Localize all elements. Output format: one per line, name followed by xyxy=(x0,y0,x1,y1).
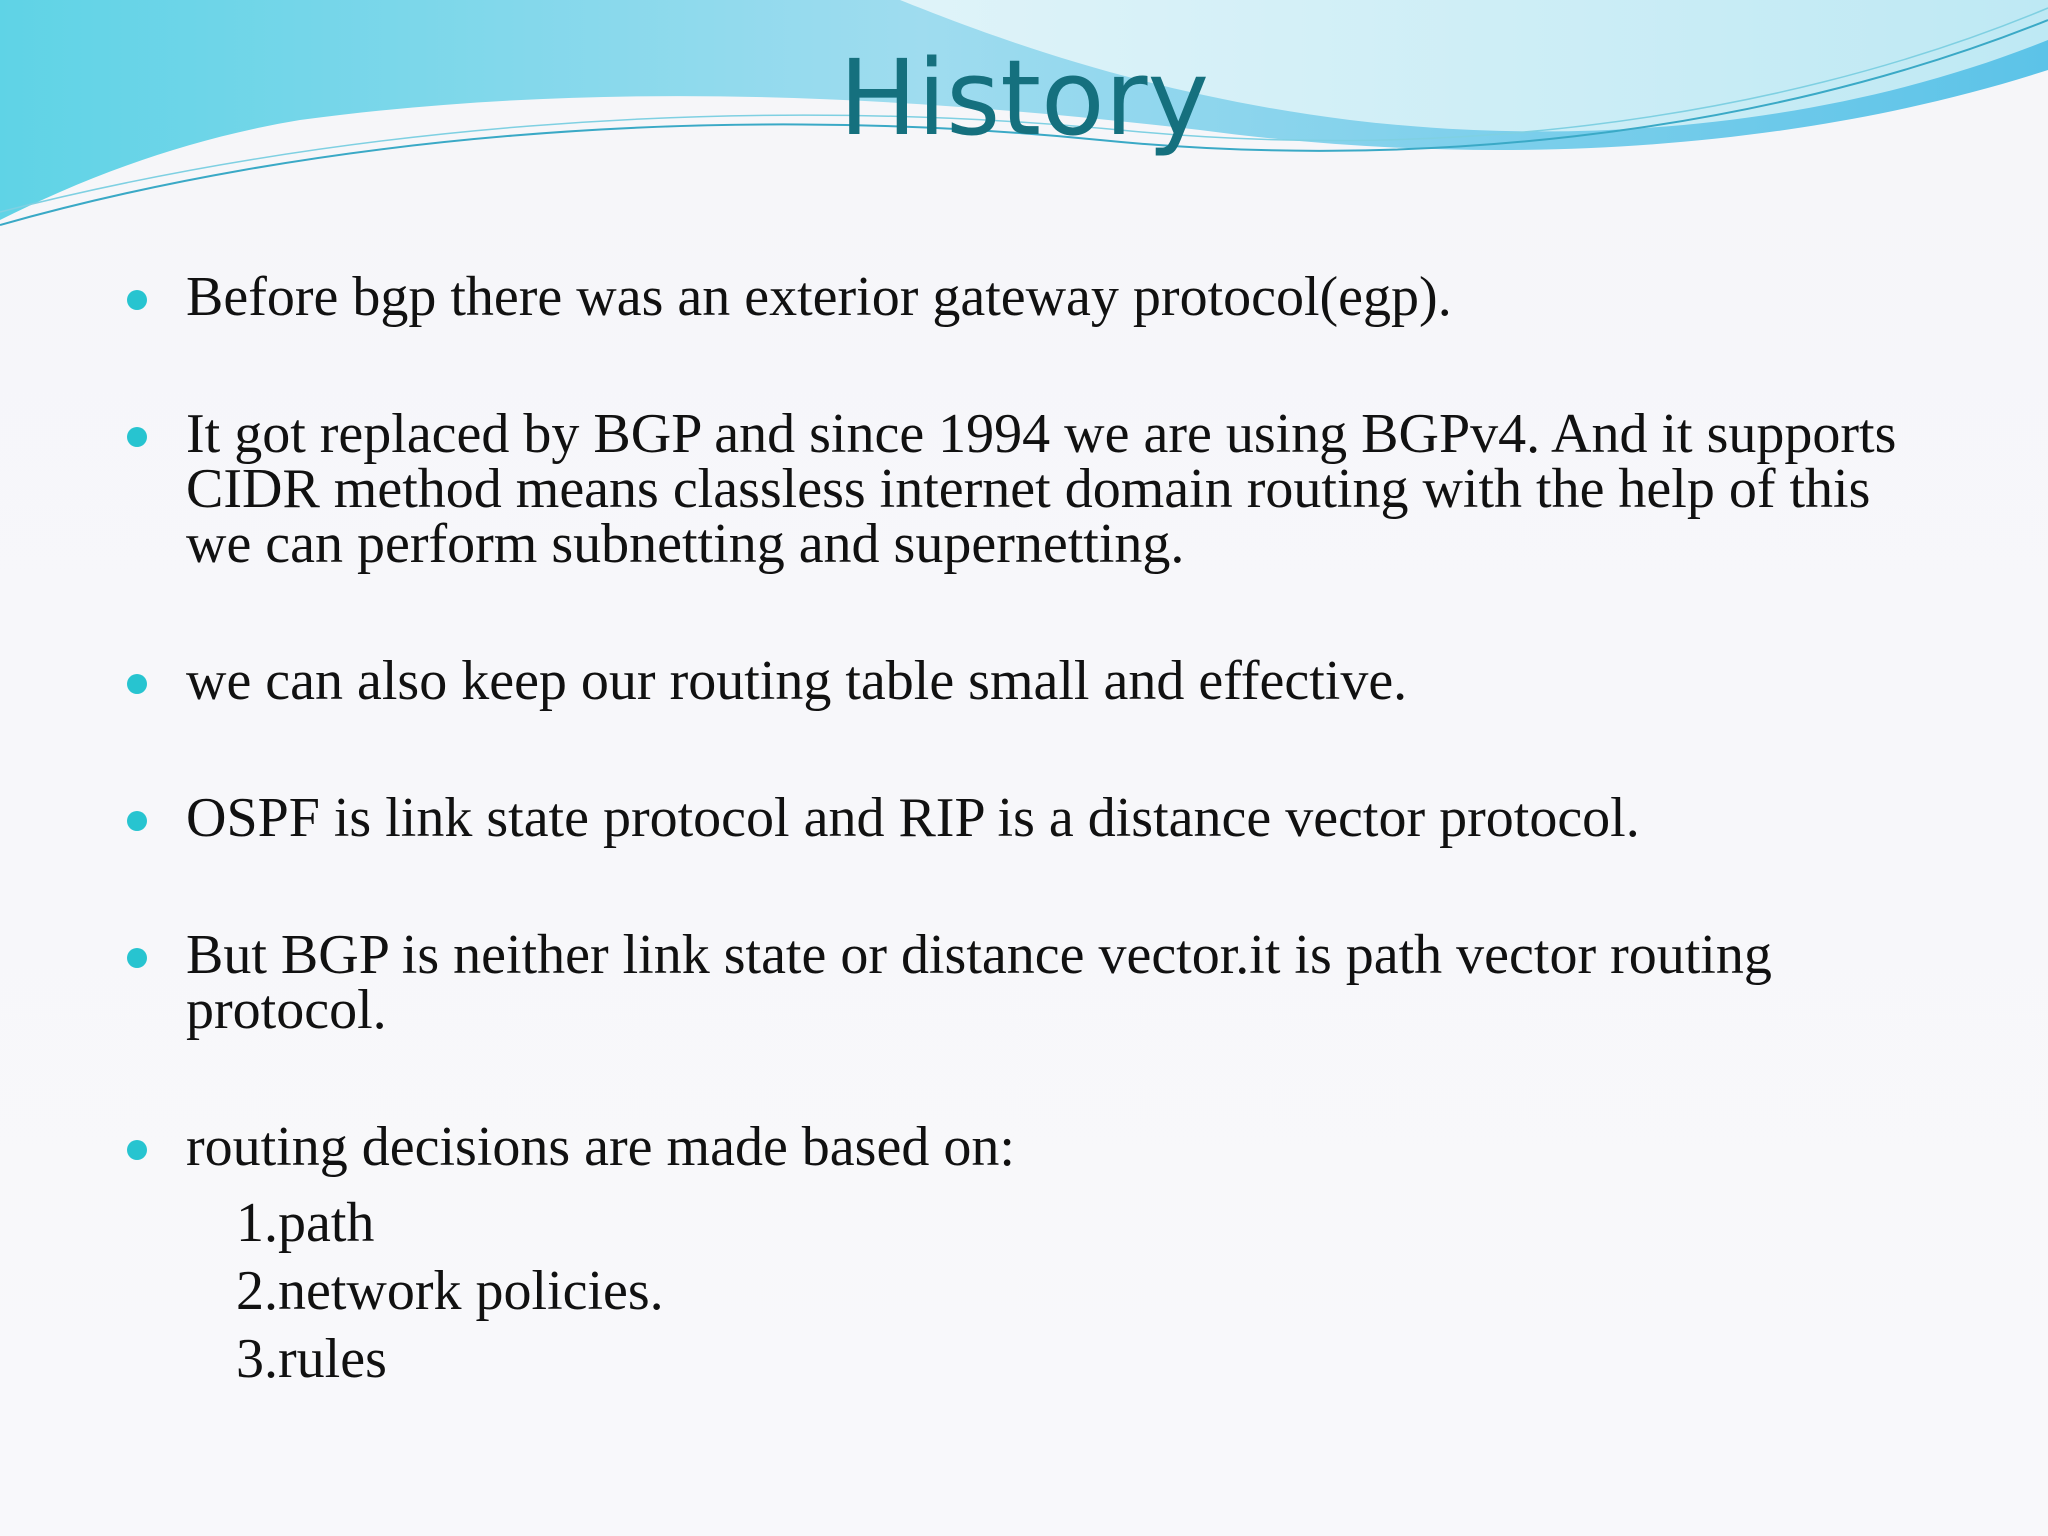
bullet-item xyxy=(124,266,1924,328)
bullet-list xyxy=(124,266,1924,1475)
bullet-text: It got replaced by BGP and since 1994 we are using BGPv4. And it supports CIDR method means classless internet domain routing with the help of this we can perform subnetting and supernetting. xyxy=(186,403,1897,575)
bullet-text: Before bgp there was an exterior gateway protocol(egp). xyxy=(186,266,1452,328)
bullet-text: we can also keep our routing table small and effective. xyxy=(186,650,1408,712)
bullet-text: OSPF is link state protocol and RIP is a distance vector protocol. xyxy=(186,787,1640,849)
bullet-item xyxy=(124,650,1924,712)
slide-title: History xyxy=(839,37,1209,159)
bullet-item xyxy=(124,1116,1924,1393)
criteria-list xyxy=(236,1189,1924,1393)
criteria-item-network-policies: 2.network policies. xyxy=(236,1260,664,1322)
criteria-item-path: 1.path xyxy=(236,1192,375,1254)
bullet-text: routing decisions are made based on: xyxy=(186,1116,1015,1178)
bullet-text: But BGP is neither link state or distance vector.it is path vector routing protocol. xyxy=(186,924,1772,1041)
criteria-item-rules: 3.rules xyxy=(236,1328,387,1390)
bullet-item xyxy=(124,924,1924,1041)
bullet-item xyxy=(124,403,1924,575)
bullet-item xyxy=(124,787,1924,849)
